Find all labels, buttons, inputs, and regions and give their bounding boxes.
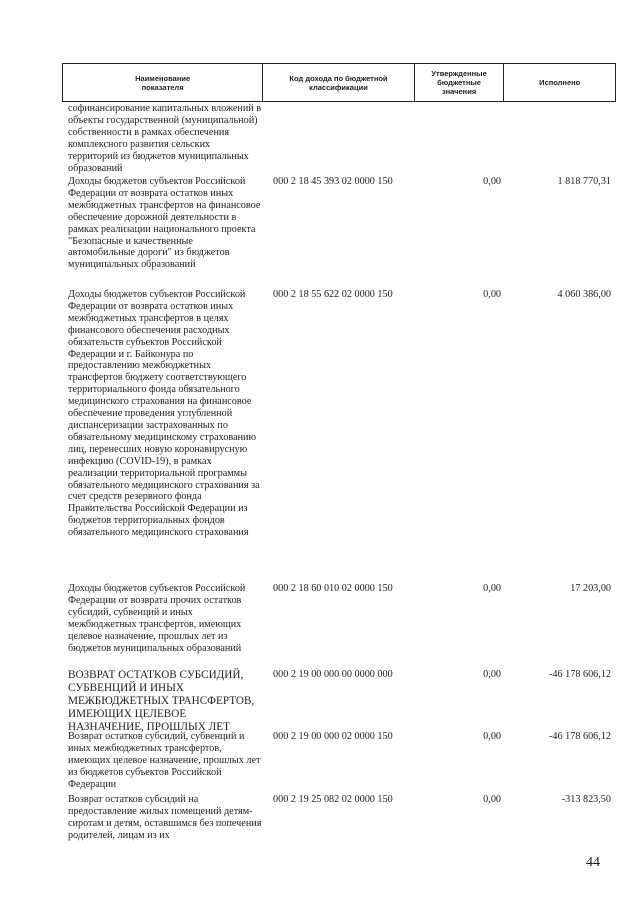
row-approved: 0,00: [483, 176, 501, 187]
row-approved: 0,00: [483, 731, 501, 742]
row-code: 000 2 19 00 000 02 0000 150: [273, 731, 393, 742]
row-approved: 0,00: [483, 583, 501, 594]
row-name: Доходы бюджетов субъектов Российской Федерации от возврата остатков иных межбюджетных трансфертов в целях финансового обеспечения расходных обязательств субъектов Российской Федерации и г. Байконура по предоставлению межбюджетных трансфертов бюджету соответствующего территориального фонда обязательного медицинского страхования на финансовое обеспечение проведения углубленной диспансеризации застрахованных по обязательному медицинскому страхованию лиц, перенесших новую коронавирусную инфекцию (COVID-19), в рамках реализации территориальной программы обязательного медицинского страхования за счет средств резервного фонда Правительства Российской Федерации из бюджетов территориальных фондов обязательного медицинского страхования: [68, 289, 260, 539]
row-approved: 0,00: [483, 669, 501, 680]
row-name: Возврат остатков субсидий на предоставление жилых помещений детям-сиротам и детям, оставшимся без попечения родителей, лицам из их: [68, 794, 262, 841]
row-name: Возврат остатков субсидий, субвенций и иных межбюджетных трансфертов, имеющих целевое назначение, прошлых лет из бюджетов субъектов Российской Федерации: [68, 731, 261, 790]
row-name: софинансирование капитальных вложений в объекты государственной (муниципальной) собственности в рамках обеспечения комплексного развития сельских территорий из бюджетов муниципальных образований: [68, 103, 262, 174]
table-header: [62, 63, 616, 102]
row-approved: 0,00: [483, 794, 501, 805]
row-executed: 4 060 386,00: [557, 289, 611, 300]
row-name: Доходы бюджетов субъектов Российской Федерации от возврата прочих остатков субсидий, субвенций и иных межбюджетных трансфертов, имеющих целевое назначение, прошлых лет из бюджетов муниципальных образований: [68, 583, 246, 654]
row-code: 000 2 18 60 010 02 0000 150: [273, 583, 393, 594]
row-code: 000 2 18 55 622 02 0000 150: [273, 289, 393, 300]
row-executed: -46 178 606,12: [549, 669, 611, 680]
row-name: ВОЗВРАТ ОСТАТКОВ СУБСИДИЙ, СУБВЕНЦИЙ И ИНЫХ МЕЖБЮДЖЕТНЫХ ТРАНСФЕРТОВ, ИМЕЮЩИХ ЦЕЛЕВОЕ НАЗНАЧЕНИЕ, ПРОШЛЫХ ЛЕТ: [68, 669, 255, 734]
row-name: Доходы бюджетов субъектов Российской Федерации от возврата остатков иных межбюджетных трансфертов на финансовое обеспечение дорожной деятельности в рамках реализации национального проекта "Безопасные и качественные автомобильные дороги" из бюджетов муниципальных образований: [68, 176, 261, 271]
header-code: Код дохода по бюджетной классификации: [263, 64, 414, 101]
row-code: 000 2 19 00 000 00 0000 000: [273, 669, 393, 680]
row-executed: 1 818 770,31: [557, 176, 611, 187]
row-executed: -46 178 606,12: [549, 731, 611, 742]
header-name: Наименование показателя: [63, 64, 263, 101]
header-executed: Исполнено: [539, 78, 581, 87]
row-code: 000 2 18 45 393 02 0000 150: [273, 176, 393, 187]
row-approved: 0,00: [483, 289, 501, 300]
page-number: 44: [586, 855, 600, 870]
row-code: 000 2 19 25 082 02 0000 150: [273, 794, 393, 805]
header-approved: Утвержденные бюджетные значения: [415, 64, 505, 101]
row-executed: 17 203,00: [570, 583, 611, 594]
row-executed: -313 823,50: [561, 794, 611, 805]
